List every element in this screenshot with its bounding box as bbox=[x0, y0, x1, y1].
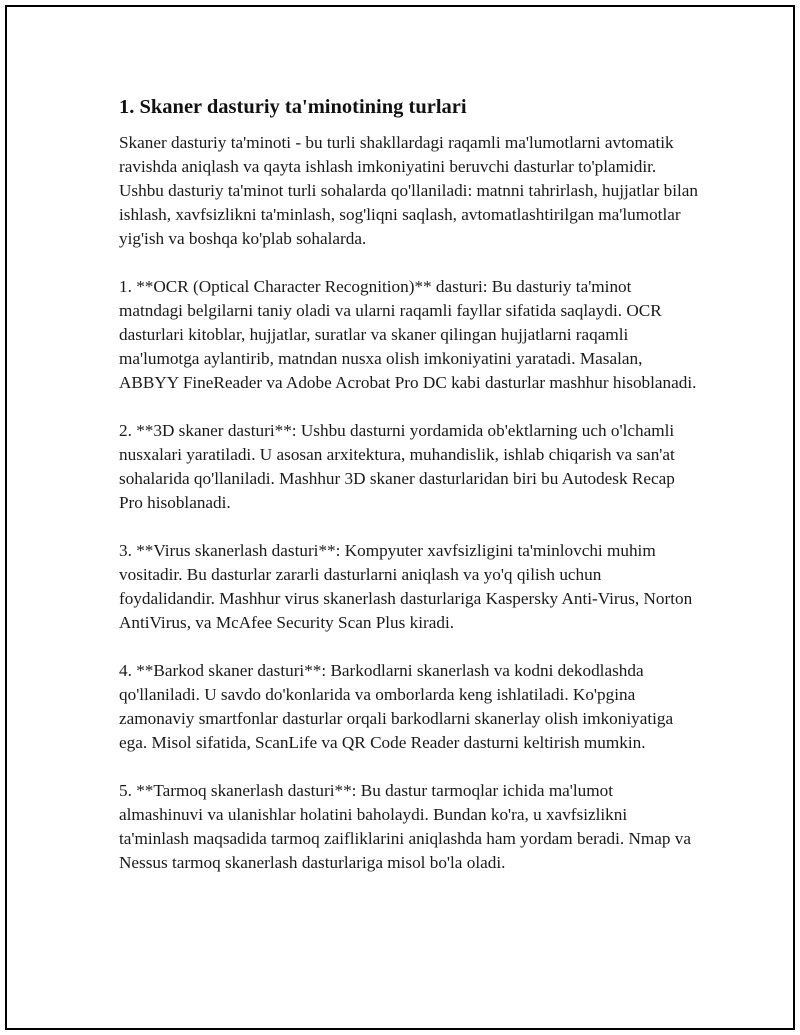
ocr-paragraph: 1. **OCR (Optical Character Recognition)** dasturi: Bu dasturiy ta'minot matndagi belgilarni taniy oladi va ularni raqamli fayllar sifatida saqlaydi. OCR dasturlari kitoblar, hujjatlar, suratlar va skaner qilingan hujjatlarni raqamli ma'lumotga aylantirib, matndan nusxa olish imkoniyatini yaratadi. Masalan, ABBYY FineReader va Adobe Acrobat Pro DC kabi dasturlar mashhur hisoblanadi. bbox=[119, 277, 697, 392]
document-title: 1. Skaner dasturiy ta'minotining turlari bbox=[119, 96, 467, 118]
3d-scanner-paragraph: 2. **3D skaner dasturi**: Ushbu dasturni yordamida ob'ektlarning uch o'lchamli nusxalari yaratiladi. U asosan arxitektura, muhandislik, ishlab chiqarish va san'at sohalarida qo'llaniladi. Mashhur 3D skaner dasturlaridan biri bu Autodesk Recap Pro hisoblanadi. bbox=[119, 421, 675, 512]
virus-scanner-paragraph: 3. **Virus skanerlash dasturi**: Kompyuter xavfsizligini ta'minlovchi muhim vositadir. Bu dasturlar zararli dasturlarni aniqlash va yo'q qilish uchun foydalidandir. Mashhur virus skanerlash dasturlariga Kaspersky Anti-Virus, Norton AntiVirus, va McAfee Security Scan Plus kiradi. bbox=[119, 541, 693, 632]
network-scanner-paragraph: 5. **Tarmoq skanerlash dasturi**: Bu dastur tarmoqlar ichida ma'lumot almashinuvi va ulanishlar holatini baholaydi. Bundan ko'ra, u xavfsizlikni ta'minlash maqsadida tarmoq zaifliklarini aniqlashda ham yordam beradi. Nmap va Nessus tarmoq skanerlash dasturlariga misol bo'la oladi. bbox=[119, 781, 692, 872]
barcode-scanner-paragraph: 4. **Barkod skaner dasturi**: Barkodlarni skanerlash va kodni dekodlashda qo'llaniladi. U savdo do'konlarida va omborlarda keng ishlatiladi. Ko'pgina zamonaviy smartfonlar dasturlar orqali barkodlarni skanerlay olish imkoniyatiga ega. Misol sifatida, ScanLife va QR Code Reader dasturni keltirish mumkin. bbox=[119, 661, 674, 752]
document-body bbox=[119, 94, 699, 899]
intro-paragraph: Skaner dasturiy ta'minoti - bu turli shakllardagi raqamli ma'lumotlarni avtomatik ravishda aniqlash va qayta ishlash imkoniyatini beruvchi dasturlar to'plamidir. Ushbu dasturiy ta'minot turli sohalarda qo'llaniladi: matnni tahrirlash, hujjatlar bilan ishlash, xavfsizlikni ta'minlash, sog'liqni saqlash, avtomatlashtirilgan ma'lumotlar yig'ish va boshqa ko'plab sohalarda. bbox=[119, 133, 698, 248]
